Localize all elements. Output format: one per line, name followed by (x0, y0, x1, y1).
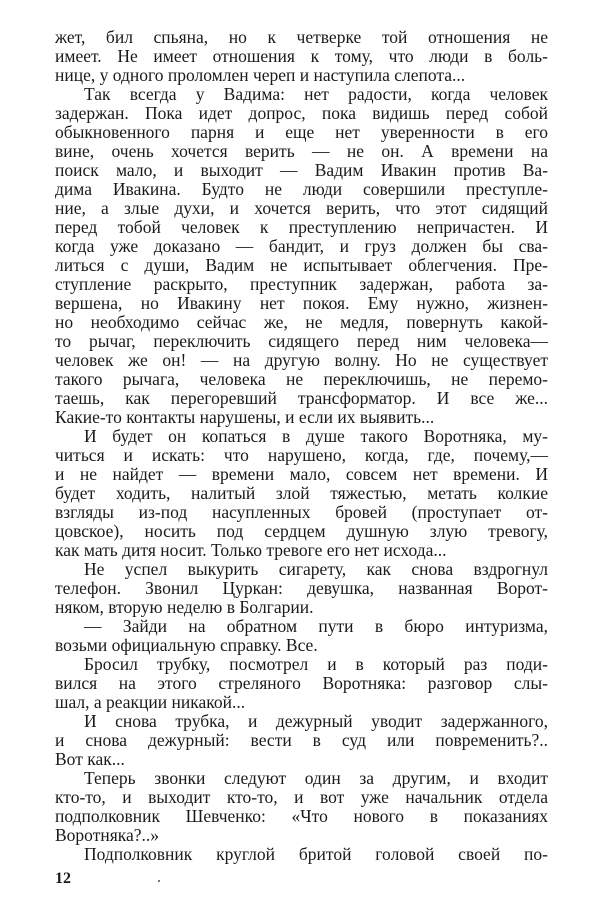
text-line: ступление раскрыто, преступник задержан, работа за- (55, 274, 548, 294)
text-line: когда уже доказано — бандит, и груз должен бы сва- (55, 236, 548, 256)
text-line: нице, у одного проломлен череп и наступила слепота... (55, 65, 466, 85)
text-line: ние, а злые духи, и хочется верить, что этот сидящий (55, 198, 548, 218)
page-number: 12 (55, 870, 71, 887)
text-line: литься с души, Вадим не испытывает облегчения. Пре- (55, 255, 548, 275)
text-line: то рычаг, переключить сидящего перед ним человека— (55, 331, 548, 351)
text-line: шал, а реакции никакой... (55, 692, 246, 712)
text-line: таешь, как перегоревший трансформатор. И все же... (55, 388, 548, 408)
text-line: Бросил трубку, посмотрел и в который раз поди- (84, 654, 548, 674)
text-line: И снова трубка, и дежурный уводит задержанного, (84, 711, 548, 731)
text-line: И будет он копаться в душе такого Воротняка, му- (84, 426, 548, 446)
text-line: подполковник Шевченко: «Что нового в показаниях (55, 806, 548, 826)
text-line: Какие-то контакты нарушены, и если их выявить... (55, 407, 435, 427)
text-line: вершена, но Ивакину нет покоя. Ему нужно, жизнен- (55, 293, 548, 313)
text-line: перед тобой человек к преступлению непричастен. И (55, 217, 548, 237)
text-line: Так всегда у Вадима: нет радости, когда человек (84, 84, 548, 104)
text-line: поиск мало, и выходит — Вадим Ивакин против Ва- (55, 160, 548, 180)
text-line: такого рычага, человека не переключишь, не перемо- (55, 369, 548, 389)
text-line: как мать дитя носит. Только тревоге его нет исхода... (55, 540, 447, 560)
text-line: кто-то, и выходит кто-то, и вот уже начальник отдела (55, 787, 548, 807)
text-line: обыкновенного парня и еще нет уверенности в его (55, 122, 548, 142)
text-line: Воротняка?..» (55, 825, 160, 845)
text-line: Не успел выкурить сигарету, как снова вздрогнул (84, 559, 548, 579)
text-line: вился на этого стреляного Воротняка: разговор слы- (55, 673, 548, 693)
text-line: но необходимо сейчас же, не медля, повернуть какой- (55, 312, 548, 332)
book-page-text (55, 28, 548, 864)
text-line: имеет. Не имеет отношения к тому, что люди в боль- (55, 46, 548, 66)
text-line: читься и искать: что нарушено, когда, где, почему,— (55, 445, 548, 465)
text-line: и снова дежурный: вести в суд или повременить?.. (55, 730, 548, 750)
text-line: цовское), носить под сердцем душную злую тревогу, (55, 521, 548, 541)
text-line: и не найдет — времени мало, совсем нет времени. И (55, 464, 548, 484)
text-line: телефон. Звонил Цуркан: девушка, названная Ворот- (55, 578, 548, 598)
text-line: человек же он! — на другую волну. Но не существует (55, 350, 548, 370)
text-line: жет, бил спьяна, но к четверке той отношения не (55, 27, 548, 47)
text-line: Подполковник круглой бритой головой своей по- (84, 844, 548, 864)
text-line: задержан. Пока идет допрос, пока видишь перед собой (55, 103, 548, 123)
text-line: Теперь звонки следуют один за другим, и входит (84, 768, 548, 788)
text-line: дима Ивакина. Будто не люди совершили преступле- (55, 179, 548, 199)
text-line: возьми официальную справку. Все. (55, 635, 318, 655)
text-line: — Зайди на обратном пути в бюро интуризма, (84, 616, 548, 636)
text-line: Вот как... (55, 749, 125, 769)
scan-speck (158, 880, 160, 882)
text-line: будет ходить, налитый злой тяжестью, метать колкие (55, 483, 548, 503)
text-line: взгляды из-под насупленных бровей (проступает от- (55, 502, 548, 522)
text-line: вине, очень хочется верить — не он. А времени на (55, 141, 548, 161)
text-line: няком, вторую неделю в Болгарии. (55, 597, 314, 617)
